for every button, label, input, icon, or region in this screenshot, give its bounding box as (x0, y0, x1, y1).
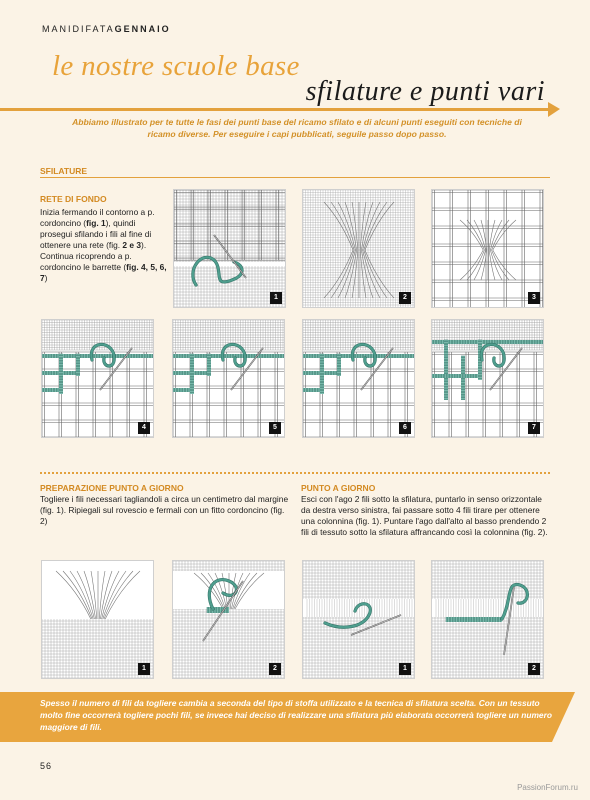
header-brand: MANIDIFATAGENNAIO (42, 24, 171, 34)
section-line (40, 177, 550, 178)
rete-text: Inizia fermando il contorno a p. cordoncino (fig. 1), quindi prosegui sfilando i fili al fine di ottenere una rete (fig. 2 e 3). Continua ricoprendo a p. cordoncino le barrette (fig. 4, 5, 6, 7) (40, 207, 167, 283)
figure-punto-giorno-2: 2 (431, 560, 544, 679)
figure-rete-5: 5 (172, 319, 285, 438)
figure-rete-7: 7 (431, 319, 544, 438)
figure-preparazione-1: 1 (41, 560, 154, 679)
title-underline (0, 108, 548, 111)
punto-giorno-heading: PUNTO A GIORNO (301, 483, 376, 493)
section-heading-sfilature: SFILATURE (40, 166, 88, 176)
figure-preparazione-2: 2 (172, 560, 285, 679)
rete-heading: RETE DI FONDO (40, 194, 107, 204)
watermark: PassionForum.ru (517, 783, 578, 792)
page-title: le nostre scuole base (52, 50, 300, 82)
preparazione-text: Togliere i fili necessari tagliandoli a circa un centimetro dal margine (fig. 1). Ripiegali sul rovescio e fermali con un fitto cordoncino (fig. 2) (40, 494, 289, 526)
figure-rete-2: 2 (302, 189, 415, 308)
figure-rete-6: 6 (302, 319, 415, 438)
punto-giorno-text: Esci con l'ago 2 fili sotto la sfilatura, puntarlo in senso orizzontale da destra verso sinistra, fai passare sotto 4 fili tirare per ottenere una colonnina (fig. 1). Puntare l'ago dall'alto al basso prendendo 2 fili di tessuto sotto la sfilatura affrancando così la colonnina (fig. 2). (301, 494, 548, 537)
figure-rete-4: 4 (41, 319, 154, 438)
page-number: 56 (40, 761, 53, 771)
intro-text: Abbiamo illustrato per te tutte le fasi dei punti base del ricamo sfilato e di alcuni punti eseguiti con tecniche di ricamo diverse. Per eseguire i capi pubblicati, seguile passo dopo passo. (72, 117, 522, 139)
figure-rete-1: 1 (173, 189, 286, 308)
note-text: Spesso il numero di fili da togliere cambia a seconda del tipo di stoffa utilizzato e la tecnica di sfilatura scelta. Con un tessuto molto fine occorrerà togliere pochi fili, se invece hai deciso di realizzare una sfilatura più elaborata occorrerà togliere un numero maggiore di fili. (40, 698, 552, 732)
preparazione-heading: PREPARAZIONE PUNTO A GIORNO (40, 483, 184, 493)
figure-punto-giorno-1: 1 (302, 560, 415, 679)
section-divider-dotted (40, 472, 550, 474)
page-subtitle: sfilature e punti vari (305, 76, 545, 107)
figure-rete-3: 3 (431, 189, 544, 308)
